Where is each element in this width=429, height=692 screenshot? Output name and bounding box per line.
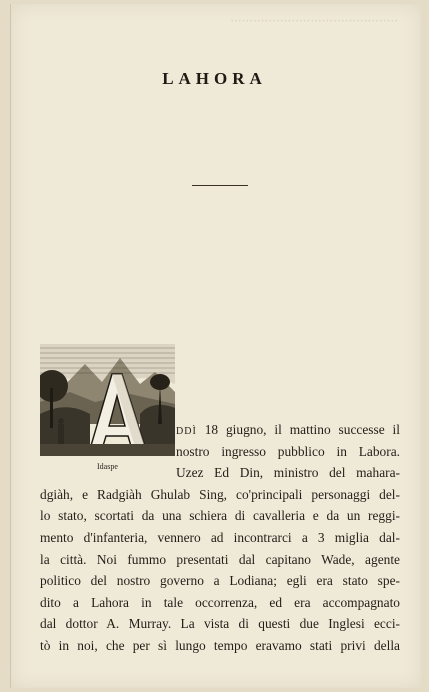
chapter-title: LAHORA xyxy=(162,69,267,88)
text-line-7: la città. Noi fummo presentati dal capitano Wade, agente xyxy=(40,551,400,567)
text-line-10: dal dottor A. Murray. La vista di questi due Inglesi ecci- xyxy=(40,616,400,632)
text-line-6: mento d'infanteria, vennero ad incontrarci a 3 miglia dal- xyxy=(40,529,400,545)
text-line xyxy=(40,419,400,441)
text-line-3: Uzez Ed Din, ministro del mahara- xyxy=(176,465,400,481)
text-line-11: tò in noi, che per sì lungo tempo eravamo stati privi della xyxy=(40,637,400,653)
text-line-2: nostro ingresso pubblico in Labora. xyxy=(176,443,400,459)
article-body xyxy=(40,419,400,657)
text-line-5: lo stato, scortati da una schiera di cavalleria e da un reggi- xyxy=(40,508,400,524)
title-rule xyxy=(192,185,248,186)
text-line-4: dgiàh, e Radgiàh Ghulab Sing, co'principali personaggi del- xyxy=(40,486,400,502)
opening-word-rest: DDÌ xyxy=(176,426,197,437)
text-line-8: politico del nostro governo a Lodiana; egli era stato spe- xyxy=(40,573,400,589)
text-line-9: dito a Lahora in tale occorrenza, ed era accompagnato xyxy=(40,594,400,610)
illustration-caption: Idaspe xyxy=(97,462,118,471)
text-line-1: 18 giugno, il mattino successe il xyxy=(204,422,400,437)
show-through-text: ············································ xyxy=(230,14,398,28)
